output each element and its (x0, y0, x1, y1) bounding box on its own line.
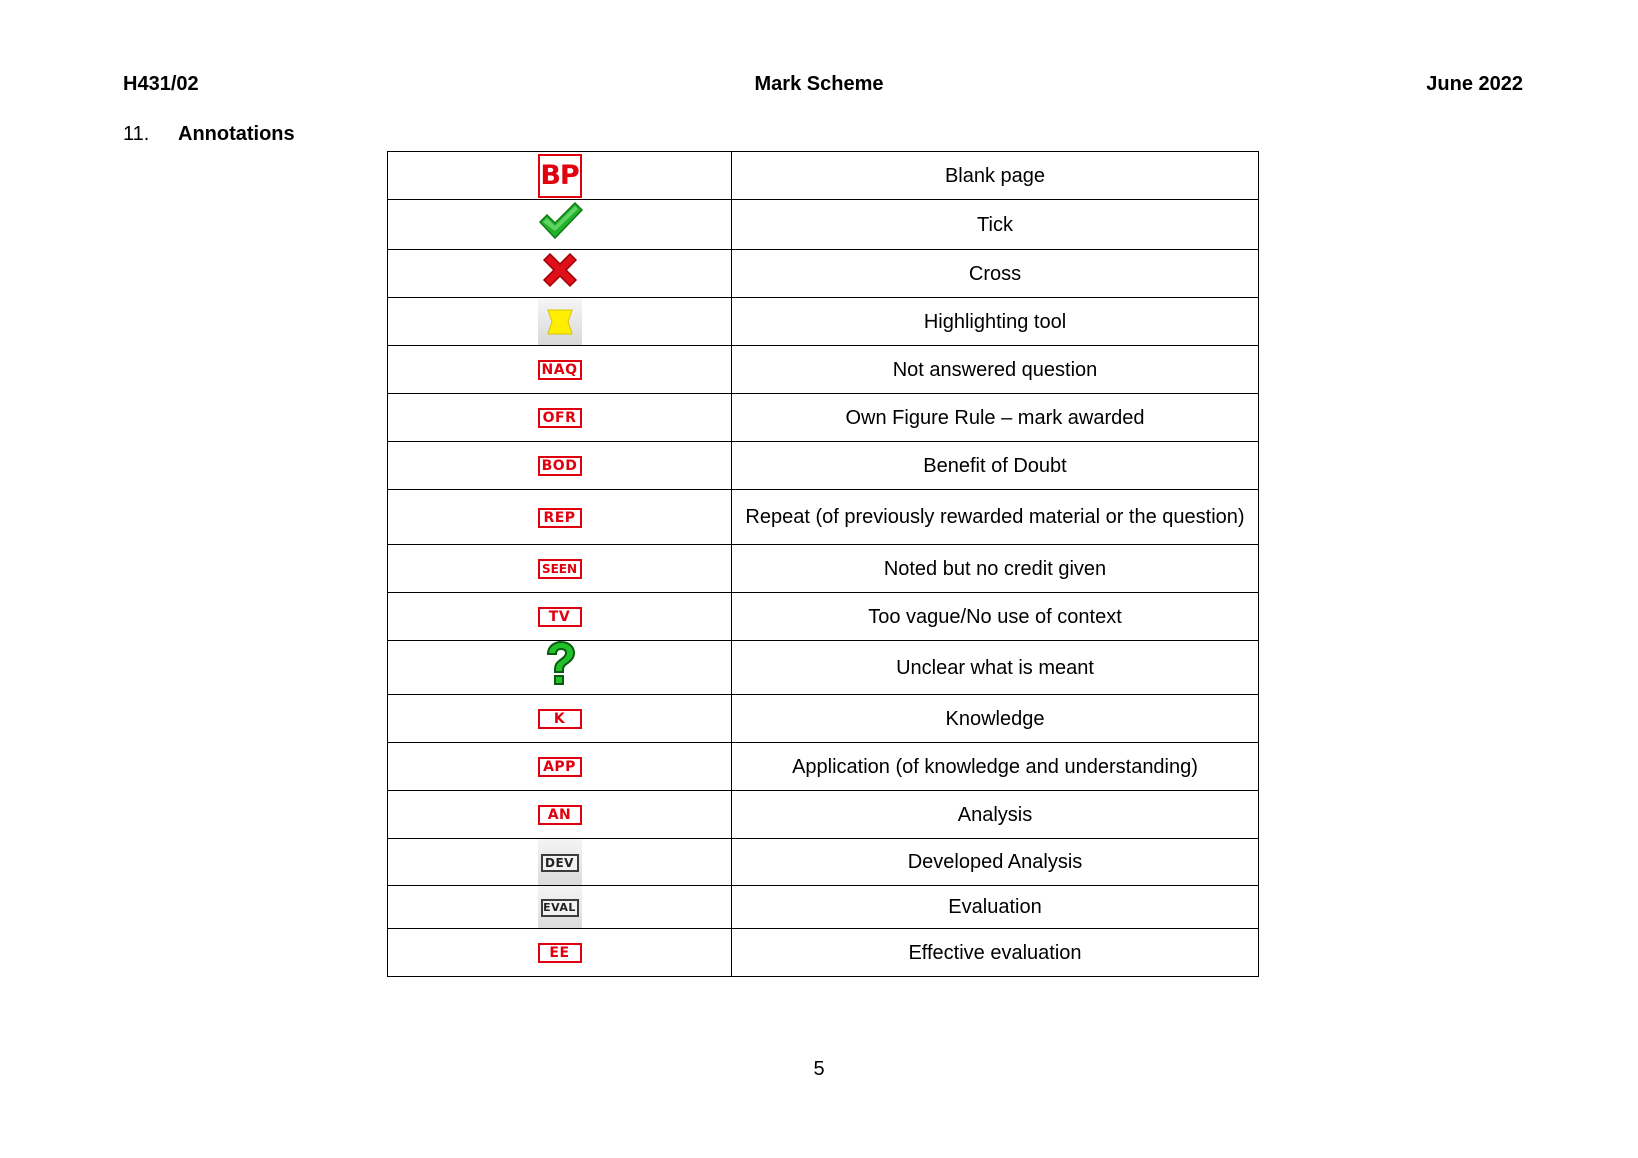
rep-icon: REP (538, 508, 582, 528)
section-heading (123, 122, 295, 146)
ofr-icon: OFR (538, 408, 582, 428)
annotation-description: Developed Analysis (732, 839, 1259, 886)
tv-icon: TV (538, 607, 582, 627)
table-row (388, 545, 1259, 593)
naq-icon: NAQ (538, 360, 582, 380)
annotation-description: Tick (732, 200, 1259, 250)
table-row (388, 695, 1259, 743)
bod-icon: BOD (538, 456, 582, 476)
an-icon: AN (538, 805, 582, 825)
annotation-description: Effective evaluation (732, 929, 1259, 977)
table-row (388, 839, 1259, 886)
page-number: 5 (813, 1058, 825, 1080)
annotation-description: Highlighting tool (732, 298, 1259, 346)
table-row (388, 394, 1259, 442)
annotation-description: Unclear what is meant (732, 641, 1259, 695)
table-row (388, 200, 1259, 250)
cross-icon (540, 250, 580, 297)
document-date: June 2022 (1426, 73, 1523, 95)
document-code: H431/02 (123, 73, 199, 95)
tick-icon (537, 200, 583, 249)
dev-icon: DEV (541, 854, 579, 872)
table-row (388, 442, 1259, 490)
annotation-description: Cross (732, 250, 1259, 298)
k-icon: K (538, 709, 582, 729)
table-row (388, 791, 1259, 839)
annotation-description: Too vague/No use of context (732, 593, 1259, 641)
annotation-description: Not answered question (732, 346, 1259, 394)
table-row (388, 298, 1259, 346)
annotation-description: Benefit of Doubt (732, 442, 1259, 490)
question-mark-icon (542, 641, 578, 694)
table-row (388, 152, 1259, 200)
table-row (388, 490, 1259, 545)
eval-icon: EVAL (541, 899, 579, 917)
table-row (388, 593, 1259, 641)
annotation-description: Application (of knowledge and understanding) (732, 743, 1259, 791)
annotation-description: Knowledge (732, 695, 1259, 743)
bp-icon: BP (538, 154, 582, 198)
document-title: Mark Scheme (754, 73, 884, 95)
table-row (388, 250, 1259, 298)
annotation-description: Blank page (732, 152, 1259, 200)
annotation-description: Analysis (732, 791, 1259, 839)
highlighter-icon (538, 299, 582, 345)
annotation-description: Own Figure Rule – mark awarded (732, 394, 1259, 442)
table-row (388, 743, 1259, 791)
ee-icon: EE (538, 943, 582, 963)
annotations-table (387, 151, 1259, 977)
section-number: 11. (123, 123, 150, 145)
table-row (388, 641, 1259, 695)
table-row (388, 929, 1259, 977)
table-row (388, 886, 1259, 929)
annotation-description: Noted but no credit given (732, 545, 1259, 593)
seen-icon: SEEN (538, 559, 582, 579)
app-icon: APP (538, 757, 582, 777)
annotation-description: Repeat (of previously rewarded material or the question) (732, 490, 1259, 545)
annotation-description: Evaluation (732, 886, 1259, 929)
table-row (388, 346, 1259, 394)
section-title: Annotations (178, 123, 295, 145)
